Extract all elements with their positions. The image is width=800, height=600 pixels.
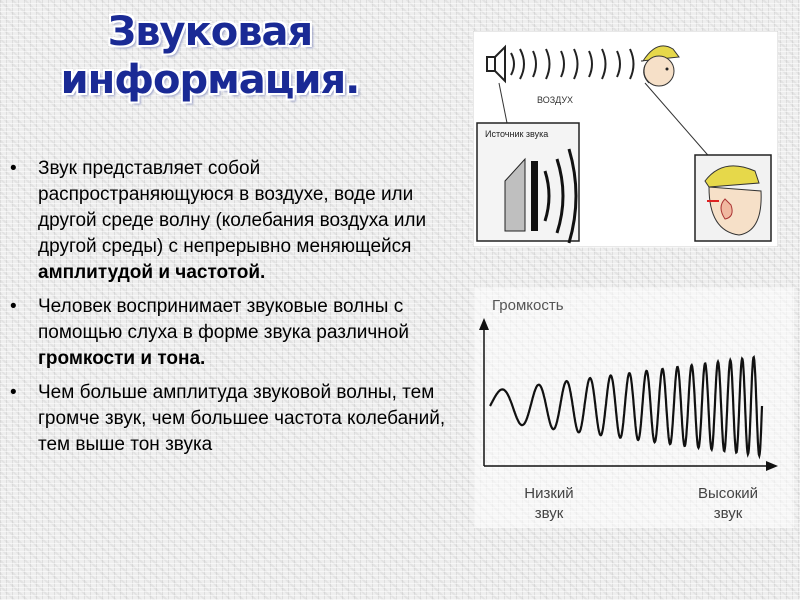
title-line-1: Звуковая xyxy=(107,9,313,55)
y-axis-label: Громкость xyxy=(492,297,564,314)
slide-title xyxy=(60,8,360,104)
source-label: Источник звука xyxy=(485,129,549,139)
sound-source-box xyxy=(477,123,579,243)
x-annotation-high-1: Высокий xyxy=(697,485,759,502)
x-annotation-high-2: звук xyxy=(713,505,743,522)
title-line-2: информация. xyxy=(60,57,360,103)
bullet-list xyxy=(8,156,448,466)
bullet-item: • Звук представляет собой распространяющуюся в воздухе, воде или другой среде волну (колебания воздуха или другой среды) с непрерывно меняющейся амплитудой и частотой. xyxy=(8,156,448,286)
bold-phrase: громкости и тона. xyxy=(38,348,206,369)
bold-phrase: амплитудой и частотой. xyxy=(38,262,266,283)
x-annotation-low-2: звук xyxy=(534,505,564,522)
x-annotation-low-1: Низкий xyxy=(524,485,574,502)
loudness-chart xyxy=(470,288,800,528)
bullet-item: • Чем больше амплитуда звуковой волны, тем громче звук, чем большее частота колебаний, тем выше тон звука xyxy=(8,380,448,458)
air-label: ВОЗДУХ xyxy=(537,95,574,105)
sound-source-illustration xyxy=(473,31,778,247)
ear-closeup-icon xyxy=(695,155,771,241)
bullet-item: • Человек воспринимает звуковые волны с помощью слуха в форме звука различной громкости и тона. xyxy=(8,294,448,372)
